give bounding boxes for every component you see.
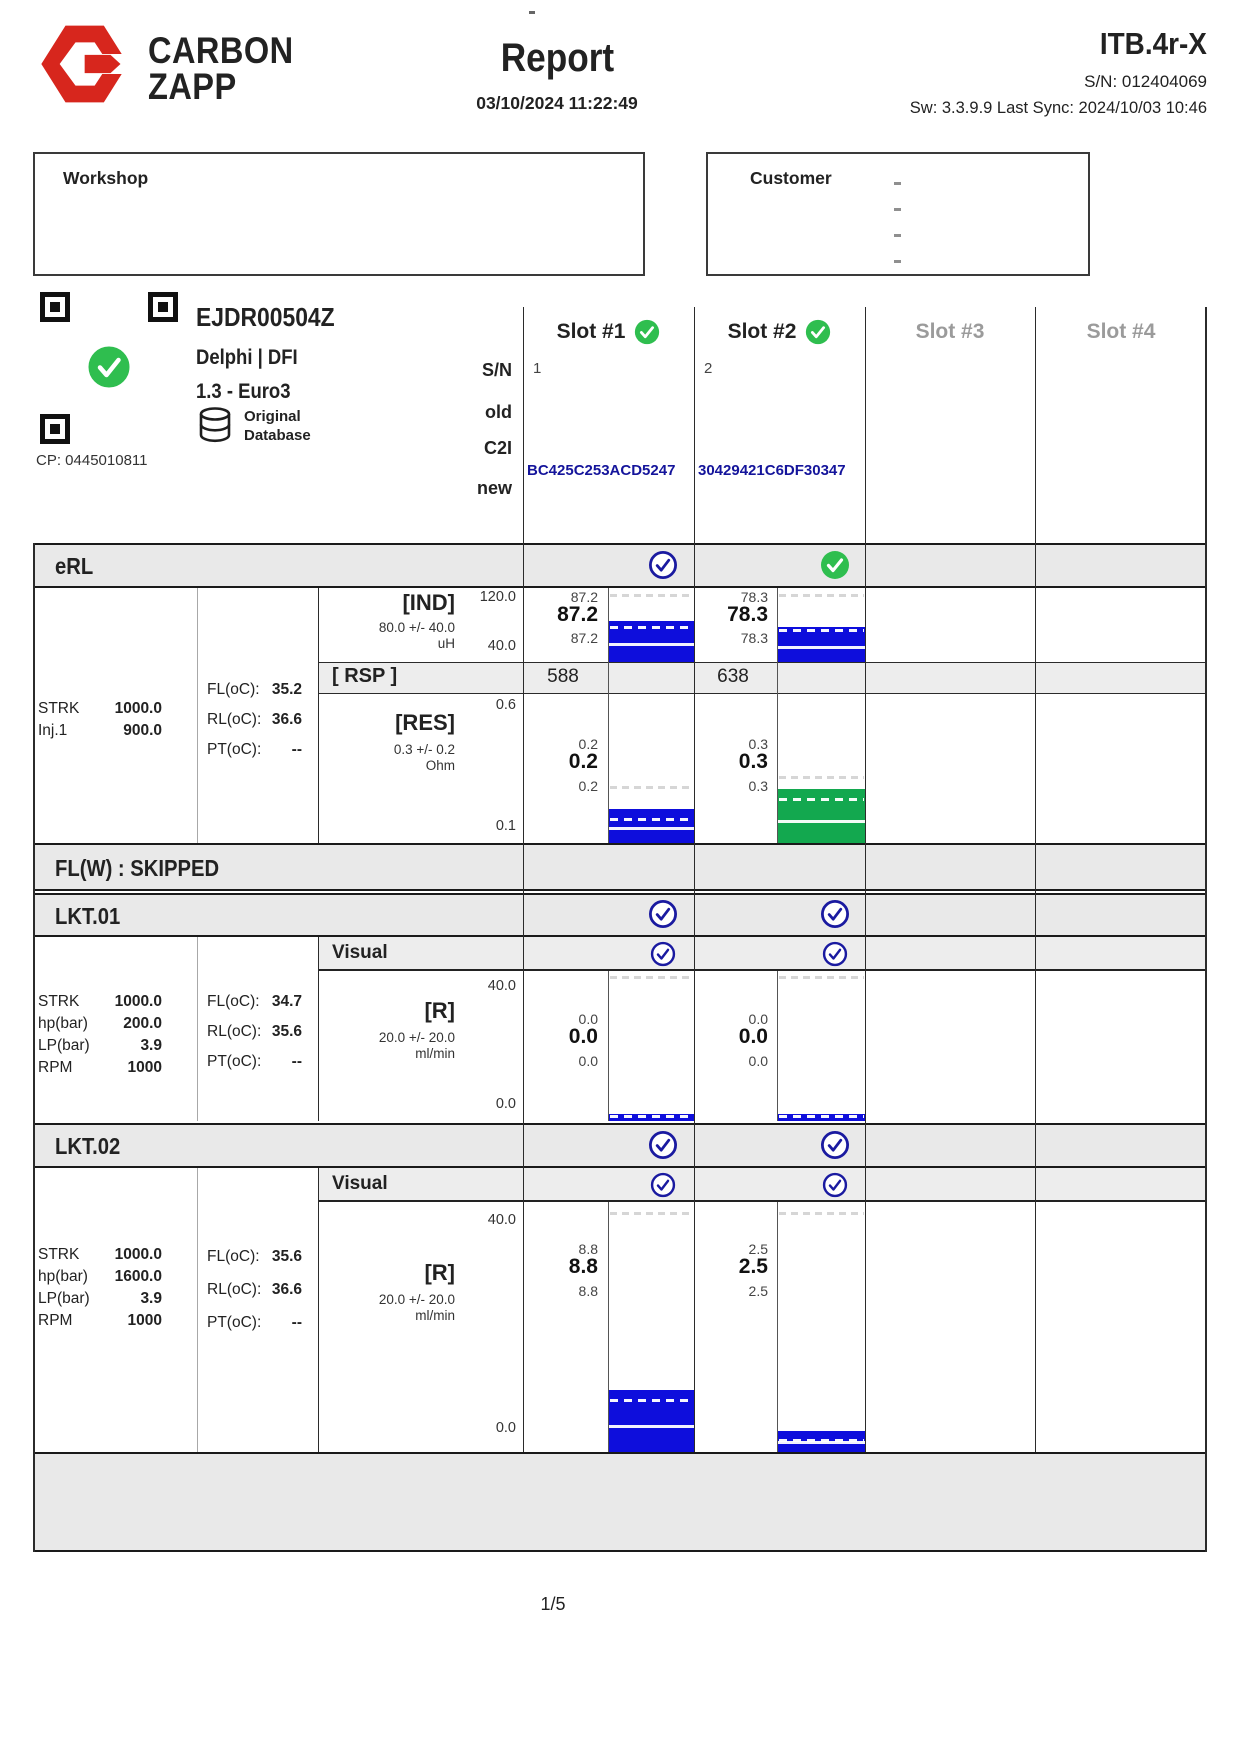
tolerance-dash: [779, 976, 864, 979]
section-erl-band: [33, 543, 1207, 588]
lkt01-scale-top: 40.0: [487, 978, 516, 994]
slot1-new-code: BC425C253ACD5247: [527, 462, 676, 479]
lkt01-param4-value: 1000: [127, 1059, 162, 1076]
ind-scale-top: 120.0: [479, 589, 516, 605]
lkt01-s1-max: 0.0: [578, 1011, 598, 1027]
customer-box: [706, 152, 1090, 276]
lkt01-slot2-check-icon: [820, 899, 850, 929]
lkt01-visual-s1-check-icon: [650, 941, 676, 967]
lkt02-param4-label: RPM: [38, 1312, 73, 1329]
slot2-sn: 2: [704, 360, 713, 377]
table-left-border: [33, 543, 35, 1552]
value-bar-divider: [608, 971, 609, 1121]
lkt02-param2-label: hp(bar): [38, 1268, 88, 1285]
lkt02-r-unit: ml/min: [415, 1308, 455, 1323]
lkt01-visual-label: Visual: [332, 942, 388, 963]
res-s1-avg: 0.2: [568, 750, 598, 773]
erl-fl-value: 35.2: [271, 681, 302, 698]
target-dash: [779, 1115, 864, 1118]
lkt01-rl-label: RL(oC):: [207, 1023, 262, 1040]
ind-tolerance: 80.0 +/- 40.0: [378, 620, 455, 635]
ind-s2-bar: [778, 627, 865, 662]
qr-finder-icon: [40, 414, 70, 444]
col-line: [1035, 307, 1036, 1452]
db-label-line2: Database: [244, 427, 311, 444]
lkt02-rl-label: RL(oC):: [207, 1281, 262, 1298]
table-right-border: [1205, 307, 1207, 1552]
ind-s1-max: 87.2: [570, 589, 598, 605]
lkt02-fl-value: 35.6: [271, 1248, 302, 1265]
rsp-name: [ RSP ]: [332, 665, 398, 687]
ind-s1-graph: [609, 588, 694, 662]
erl-param2-value: 900.0: [123, 722, 162, 739]
res-scale-bottom: 0.1: [495, 818, 516, 834]
qr-finder-icon: [148, 292, 178, 322]
value-bar-divider: [608, 588, 609, 843]
lkt02-s2-max: 2.5: [748, 1241, 768, 1257]
section-lkt02-title: LKT.02: [55, 1133, 121, 1159]
ind-s2-avg: 78.3: [727, 603, 768, 626]
erl-slot1-check-icon: [648, 550, 678, 580]
erl-rl-value: 36.6: [271, 711, 302, 728]
lkt01-s2-avg: 0.0: [738, 1025, 768, 1048]
lkt02-pt-label: PT(oC):: [207, 1314, 262, 1331]
lkt02-param3-label: LP(bar): [38, 1290, 90, 1307]
res-s2-graph: [778, 694, 865, 843]
slot2-header: [694, 316, 865, 348]
res-s2-avg: 0.3: [738, 750, 768, 773]
lkt02-param1-value: 1000.0: [114, 1246, 162, 1263]
lkt01-r-name: [R]: [424, 998, 455, 1023]
section-lkt01-band: [33, 893, 1207, 937]
row-label-old: old: [485, 402, 512, 422]
customer-dash: [894, 234, 901, 237]
res-tolerance: 0.3 +/- 0.2: [393, 742, 455, 757]
injector-brand: Delphi | DFI: [196, 346, 298, 369]
rsp-s2-value: 638: [717, 666, 749, 687]
lkt01-param2-label: hp(bar): [38, 1015, 88, 1032]
lkt01-param1-value: 1000.0: [114, 993, 162, 1010]
lkt02-r-tolerance: 20.0 +/- 20.0: [378, 1292, 455, 1307]
workshop-label: Workshop: [63, 168, 149, 188]
lkt02-visual-s2-check-icon: [822, 1172, 848, 1198]
tolerance-dash: [779, 594, 864, 597]
col-line: [694, 307, 695, 1452]
lkt02-scale-top: 40.0: [487, 1212, 516, 1228]
lkt01-param1-label: STRK: [38, 993, 80, 1010]
lkt02-s1-graph: [609, 1202, 694, 1452]
erl-param2-label: Inj.1: [38, 722, 68, 739]
database-icon: [198, 406, 234, 446]
value-bar-divider: [777, 1202, 778, 1452]
ind-s1-min: 87.2: [570, 630, 598, 646]
res-s1-min: 0.2: [578, 778, 598, 794]
target-dash: [610, 626, 693, 629]
ind-unit: uH: [437, 636, 455, 651]
slot1-label: Slot #1: [556, 320, 626, 343]
carbonzapp-logo-icon: [38, 20, 138, 108]
value-bar-divider: [777, 588, 778, 843]
slot1-sn: 1: [533, 360, 542, 377]
lkt02-s2-min: 2.5: [748, 1283, 768, 1299]
res-unit: Ohm: [425, 758, 455, 773]
qr-check-icon: [84, 342, 134, 392]
res-s1-max: 0.2: [578, 736, 598, 752]
erl-rl-label: RL(oC):: [207, 711, 262, 728]
customer-dash: [894, 260, 901, 263]
lkt02-s1-max: 8.8: [578, 1241, 598, 1257]
tolerance-dash: [610, 1212, 693, 1215]
lkt01-pt-label: PT(oC):: [207, 1053, 262, 1070]
lkt02-param3-value: 3.9: [140, 1290, 162, 1307]
section-flw-title: FL(W) : SKIPPED: [55, 855, 220, 881]
injector-code: EJDR00504Z: [196, 302, 335, 332]
lkt01-visual-s2-check-icon: [822, 941, 848, 967]
value-bar-divider: [777, 971, 778, 1121]
lkt02-slot1-check-icon: [648, 1130, 678, 1160]
slot1-header: [523, 316, 694, 348]
ind-s1-avg: 87.2: [557, 603, 598, 626]
param-divider: [197, 937, 198, 1121]
erl-pt-label: PT(oC):: [207, 741, 262, 758]
slot1-check-icon: [634, 319, 660, 345]
value-bar-divider: [608, 1202, 609, 1452]
lkt02-rl-value: 36.6: [271, 1281, 302, 1298]
ind-scale-bottom: 40.0: [487, 638, 516, 654]
section-erl-title: eRL: [55, 553, 94, 579]
lkt02-pt-value: --: [291, 1314, 302, 1331]
lkt01-s2-min: 0.0: [748, 1053, 768, 1069]
label-col-divider: [318, 1168, 319, 1452]
res-s1-graph: [609, 694, 694, 843]
tolerance-dash: [779, 776, 864, 779]
injector-model: 1.3 - Euro3: [196, 380, 291, 403]
param-divider: [197, 1168, 198, 1452]
label-col-divider: [318, 588, 319, 843]
res-s2-min: 0.3: [748, 778, 768, 794]
target-dash: [610, 818, 693, 821]
lkt01-param2-value: 200.0: [123, 1015, 162, 1032]
lkt01-param3-value: 3.9: [140, 1037, 162, 1054]
lkt01-s1-avg: 0.0: [568, 1025, 598, 1048]
row-label-c2i: C2I: [483, 438, 512, 458]
lkt01-s1-graph: [609, 971, 694, 1121]
tolerance-dash: [610, 976, 693, 979]
ind-s2-graph: [778, 588, 865, 662]
lkt02-s2-graph: [778, 1202, 865, 1452]
row-label-sn: S/N: [481, 360, 512, 380]
row-label-new: new: [476, 478, 512, 498]
lkt01-s2-max: 0.0: [748, 1011, 768, 1027]
ind-s2-min: 78.3: [740, 630, 768, 646]
slot2-label: Slot #2: [727, 320, 797, 343]
brand-line2: ZAPP: [148, 66, 237, 107]
section-lkt02-band: [33, 1123, 1207, 1168]
param-divider: [197, 588, 198, 843]
lkt01-slot1-check-icon: [648, 899, 678, 929]
lkt02-visual-row: [318, 1168, 1207, 1202]
tolerance-dash: [610, 594, 693, 597]
col-line: [523, 307, 524, 1452]
lkt02-visual-s1-check-icon: [650, 1172, 676, 1198]
lkt02-visual-label: Visual: [332, 1173, 388, 1194]
report-datetime: 03/10/2024 11:22:49: [476, 93, 638, 113]
slot4-label: Slot #4: [1086, 320, 1156, 343]
res-s1-bar: [609, 809, 694, 843]
lkt01-visual-row: [318, 937, 1207, 971]
db-label-line1: Original: [244, 408, 301, 425]
page-number: 1/5: [540, 1594, 566, 1614]
workshop-box: [33, 152, 645, 276]
section-lkt01-title: LKT.01: [55, 903, 121, 929]
qr-finder-icon: [40, 292, 70, 322]
device-serial: S/N: 012404069: [1084, 72, 1207, 91]
erl-pt-value: --: [291, 741, 302, 758]
ind-name: [IND]: [402, 590, 455, 615]
lkt01-r-tolerance: 20.0 +/- 20.0: [378, 1030, 455, 1045]
customer-dash: [894, 208, 901, 211]
lkt01-s2-graph: [778, 971, 865, 1121]
slot3-label: Slot #3: [915, 320, 985, 343]
lkt02-param4-value: 1000: [127, 1312, 162, 1329]
bottom-empty-band: [33, 1452, 1207, 1552]
lkt01-pt-value: --: [291, 1053, 302, 1070]
target-dash: [779, 629, 864, 632]
lkt02-param1-label: STRK: [38, 1246, 80, 1263]
slot2-check-icon: [805, 319, 831, 345]
lkt01-fl-value: 34.7: [271, 993, 302, 1010]
erl-fl-label: FL(oC):: [207, 681, 260, 698]
ind-s2-max: 78.3: [740, 589, 768, 605]
lkt02-s1-avg: 8.8: [568, 1255, 598, 1278]
lkt02-s2-avg: 2.5: [738, 1255, 768, 1278]
target-dash: [610, 1399, 693, 1402]
res-name: [RES]: [395, 710, 455, 735]
artifact-dot: [529, 11, 535, 14]
lkt02-fl-label: FL(oC):: [207, 1248, 260, 1265]
lkt01-fl-label: FL(oC):: [207, 993, 260, 1010]
erl-slot2-check-icon: [820, 550, 850, 580]
tolerance-dash: [779, 1212, 864, 1215]
target-dash: [779, 798, 864, 801]
rsp-s1-value: 588: [547, 666, 579, 687]
tolerance-dash: [610, 786, 693, 789]
lkt02-slot2-check-icon: [820, 1130, 850, 1160]
target-dash: [779, 1439, 864, 1442]
lkt01-param3-label: LP(bar): [38, 1037, 90, 1054]
device-sw-sync: Sw: 3.3.9.9 Last Sync: 2024/10/03 10:46: [909, 99, 1207, 117]
lkt02-param2-value: 1600.0: [114, 1268, 162, 1285]
target-dash: [610, 1115, 693, 1118]
lkt02-scale-bottom: 0.0: [495, 1420, 516, 1436]
device-name: ITB.4r-X: [1100, 26, 1207, 61]
lkt01-param4-label: RPM: [38, 1059, 73, 1076]
lkt01-r-unit: ml/min: [415, 1046, 455, 1061]
lkt01-scale-bottom: 0.0: [495, 1096, 516, 1112]
lkt02-r-name: [R]: [424, 1260, 455, 1285]
label-col-divider: [318, 937, 319, 1121]
report-title: Report: [500, 36, 614, 80]
brand-line1: CARBON: [148, 30, 294, 71]
res-s2-max: 0.3: [748, 736, 768, 752]
slot2-new-code: 30429421C6DF30347: [698, 462, 846, 479]
section-flw-band: [33, 843, 1207, 891]
lkt01-s1-min: 0.0: [578, 1053, 598, 1069]
col-line: [865, 307, 866, 1452]
erl-param1-label: STRK: [38, 700, 80, 717]
injector-cp: CP: 0445010811: [36, 452, 148, 469]
customer-dash: [894, 182, 901, 185]
res-scale-top: 0.6: [495, 697, 516, 713]
erl-param1-value: 1000.0: [114, 700, 162, 717]
customer-label: Customer: [750, 168, 832, 188]
lkt02-s1-min: 8.8: [578, 1283, 598, 1299]
lkt01-rl-value: 35.6: [271, 1023, 302, 1040]
